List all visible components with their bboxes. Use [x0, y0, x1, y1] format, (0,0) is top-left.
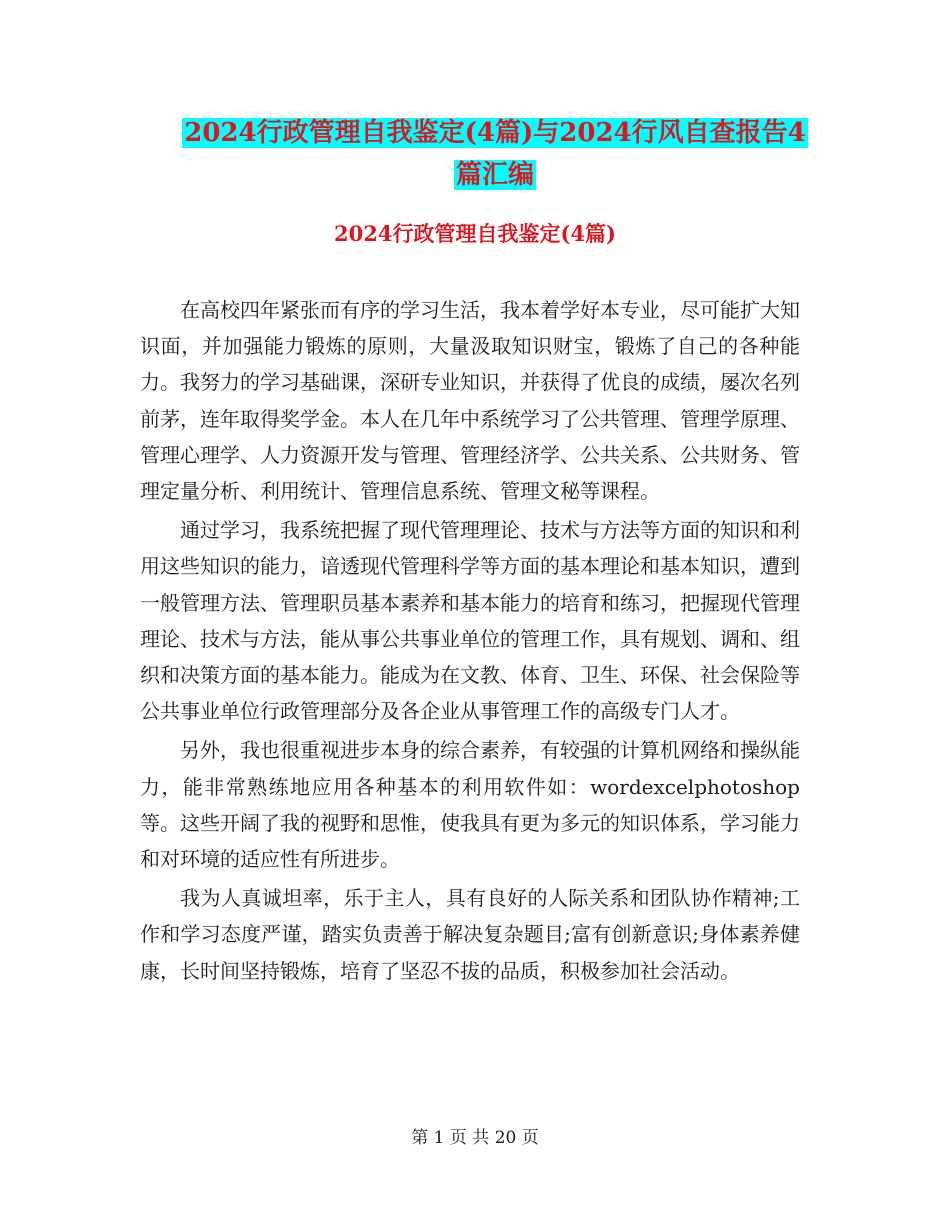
paragraph: 我为人真诚坦率，乐于主人，具有良好的人际关系和团队协作精神;工作和学习态度严谨，踏实负责善于解决复杂题目;富有创新意识;身体素养健康，长时间坚持锻炼，培育了坚忍不拔的品质，积极参加社会活动。 [140, 886, 800, 983]
page-number-footer: 第 1 页 共 20 页 [411, 1128, 539, 1148]
paragraph: 通过学习，我系统把握了现代管理理论、技术与方法等方面的知识和利用这些知识的能力，谙透现代管理科学等方面的基本理论和基本知识，遭到一般管理方法、管理职员基本素养和基本能力的培育和练习，把握现代管理理论、技术与方法，能从事公共事业单位的管理工作，具有规划、调和、组织和决策方面的基本能力。能成为在文教、体育、卫生、环保、社会保险等公共事业单位行政管理部分及各企业从事管理工作的高级专门人才。 [140, 518, 800, 724]
document-body [140, 292, 800, 992]
document-title-line-1: 2024行政管理自我鉴定(4篇)与2024行风自查报告4 [184, 118, 806, 148]
document-title [180, 112, 810, 196]
paragraph: 另外，我也很重视进步本身的综合素养，有较强的计算机网络和操纵能力，能非常熟练地应用各种基本的利用软件如：wordexcelphotoshop等。这些开阔了我的视野和思惟，使我具有更为多元的知识体系，学习能力和对环境的适应性有所进步。 [140, 738, 800, 872]
document-title-line-2: 篇汇编 [455, 160, 534, 190]
section-title: 2024行政管理自我鉴定(4篇) [334, 221, 616, 246]
paragraph: 在高校四年紧张而有序的学习生活，我本着学好本专业，尽可能扩大知识面，并加强能力锻炼的原则，大量汲取知识财宝，锻炼了自己的各种能力。我努力的学习基础课，深研专业知识，并获得了优良的成绩，屡次名列前茅，连年取得奖学金。本人在几年中系统学习了公共管理、管理学原理、管理心理学、人力资源开发与管理、管理经济学、公共关系、公共财务、管理定量分析、利用统计、管理信息系统、管理文秘等课程。 [140, 298, 800, 504]
